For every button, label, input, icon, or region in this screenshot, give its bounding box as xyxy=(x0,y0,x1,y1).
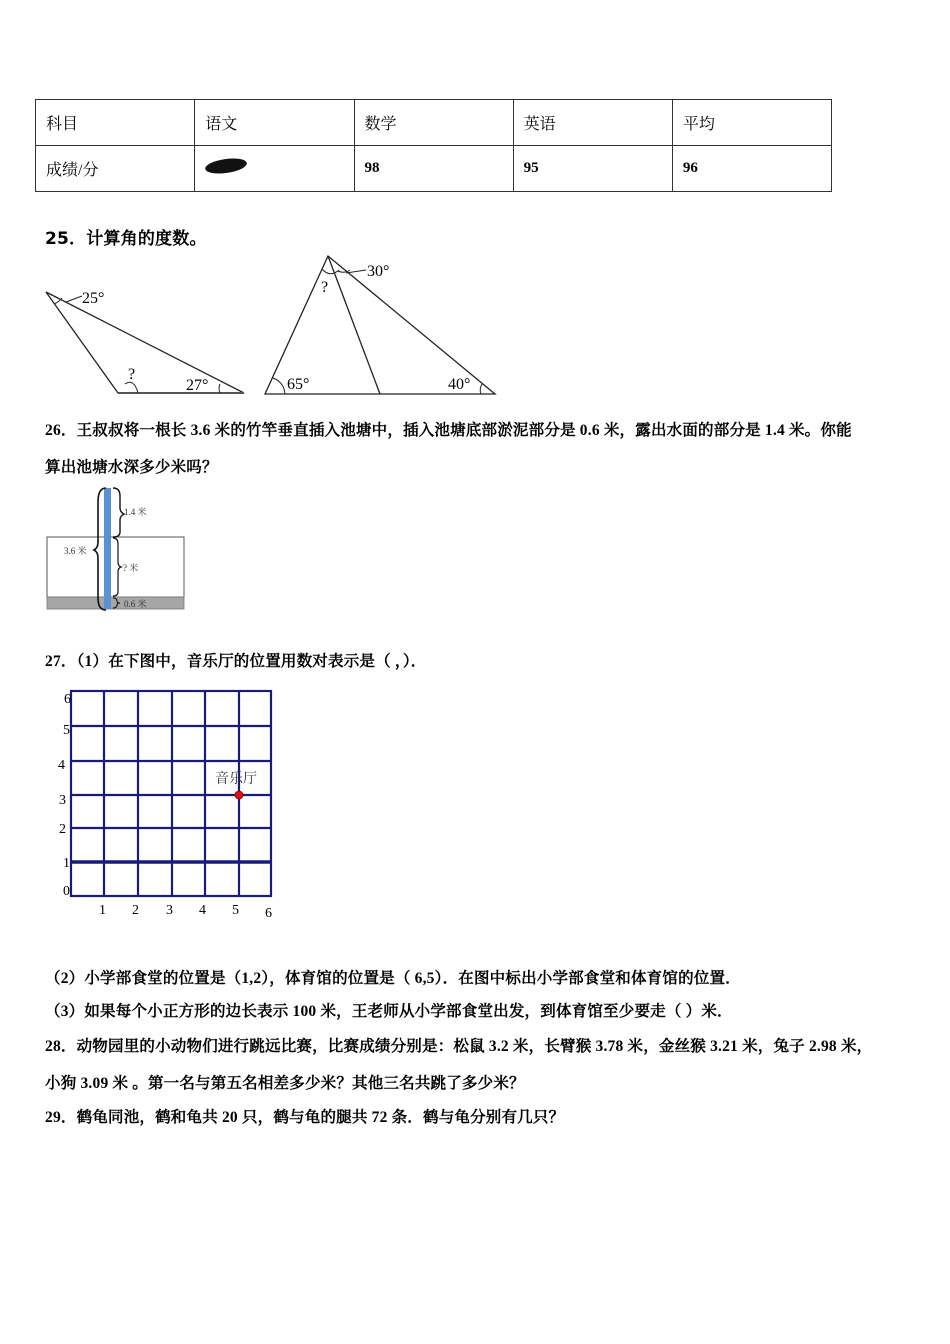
header-cell: 数学 xyxy=(354,100,513,146)
ink-blot-icon xyxy=(204,156,248,176)
triangle-diagram-1 xyxy=(40,280,250,400)
unknown-angle-label: ? xyxy=(128,366,136,383)
question-27-part2: （2）小学部食堂的位置是（1,2），体育馆的位置是（ 6,5）．在图中标出小学部食堂和体育馆的位置． xyxy=(45,970,741,987)
header-cell: 科目 xyxy=(36,100,195,146)
question-25: 25．计算角的度数。 xyxy=(45,229,207,249)
water-depth-label: ? 米 xyxy=(123,563,139,573)
y-tick: 4 xyxy=(58,758,65,773)
y-tick: 0 xyxy=(63,884,70,899)
bamboo-pole xyxy=(104,488,111,609)
y-tick: 6 xyxy=(64,692,71,707)
score-cell: 95 xyxy=(513,146,672,192)
x-tick: 5 xyxy=(232,903,239,918)
total-length-label: 3.6 米 xyxy=(64,546,87,556)
table-header-row xyxy=(36,100,832,146)
table-row xyxy=(36,146,832,192)
concert-hall-label: 音乐厅 xyxy=(215,772,257,787)
triangle-diagram-2 xyxy=(260,250,500,400)
x-tick: 6 xyxy=(265,906,272,921)
score-cell: 96 xyxy=(672,146,831,192)
above-water-label: 1.4 米 xyxy=(124,507,147,517)
row-label: 成绩/分 xyxy=(36,146,195,192)
mud-depth-label: 0.6 米 xyxy=(124,599,147,609)
question-27-part1: 27．（1）在下图中，音乐厅的位置用数对表示是（ ，）． xyxy=(45,653,427,670)
question-26-line1: 26．王叔叔将一根长 3.6 米的竹竿垂直插入池塘中，插入池塘底部淤泥部分是 0.6 米，露出水面的部分是 1.4 米。你能 xyxy=(45,422,852,439)
unknown-angle-label: ? xyxy=(321,279,329,296)
header-cell: 英语 xyxy=(513,100,672,146)
angle-label: 27° xyxy=(186,377,209,394)
x-tick: 2 xyxy=(132,903,139,918)
x-tick: 1 xyxy=(99,903,106,918)
question-28-line2: 小狗 3.09 米 。第一名与第五名相差多少米？其他三名共跳了多少米？ xyxy=(45,1075,525,1092)
question-26-line2: 算出池塘水深多少米吗？ xyxy=(45,459,218,476)
score-table xyxy=(35,99,832,192)
score-cell: 98 xyxy=(354,146,513,192)
y-tick: 3 xyxy=(59,793,66,808)
header-cell: 语文 xyxy=(195,100,354,146)
angle-label: 40° xyxy=(448,376,471,393)
angle-label: 25° xyxy=(82,290,105,307)
y-tick: 5 xyxy=(63,723,70,738)
x-tick: 3 xyxy=(166,903,173,918)
question-27-part3: （3）如果每个小正方形的边长表示 100 米，王老师从小学部食堂出发，到体育馆至少要走（ ）米． xyxy=(45,1003,733,1020)
angle-label: 30° xyxy=(367,263,390,280)
pond-diagram xyxy=(40,482,200,614)
y-tick: 1 xyxy=(63,856,70,871)
question-28-line1: 28．动物园里的小动物们进行跳远比赛，比赛成绩分别是：松鼠 3.2 米，长臂猴 3.78 米，金丝猴 3.21 米，兔子 2.98 米， xyxy=(45,1038,873,1055)
concert-hall-point xyxy=(235,791,243,799)
x-tick: 4 xyxy=(199,903,206,918)
y-tick: 2 xyxy=(59,822,66,837)
angle-label: 65° xyxy=(287,376,310,393)
question-29: 29．鹤龟同池，鹤和龟共 20 只，鹤与龟的腿共 72 条．鹤与龟分别有几只？ xyxy=(45,1109,565,1126)
header-cell: 平均 xyxy=(672,100,831,146)
obscured-cell xyxy=(195,146,354,192)
coordinate-grid xyxy=(55,685,285,925)
